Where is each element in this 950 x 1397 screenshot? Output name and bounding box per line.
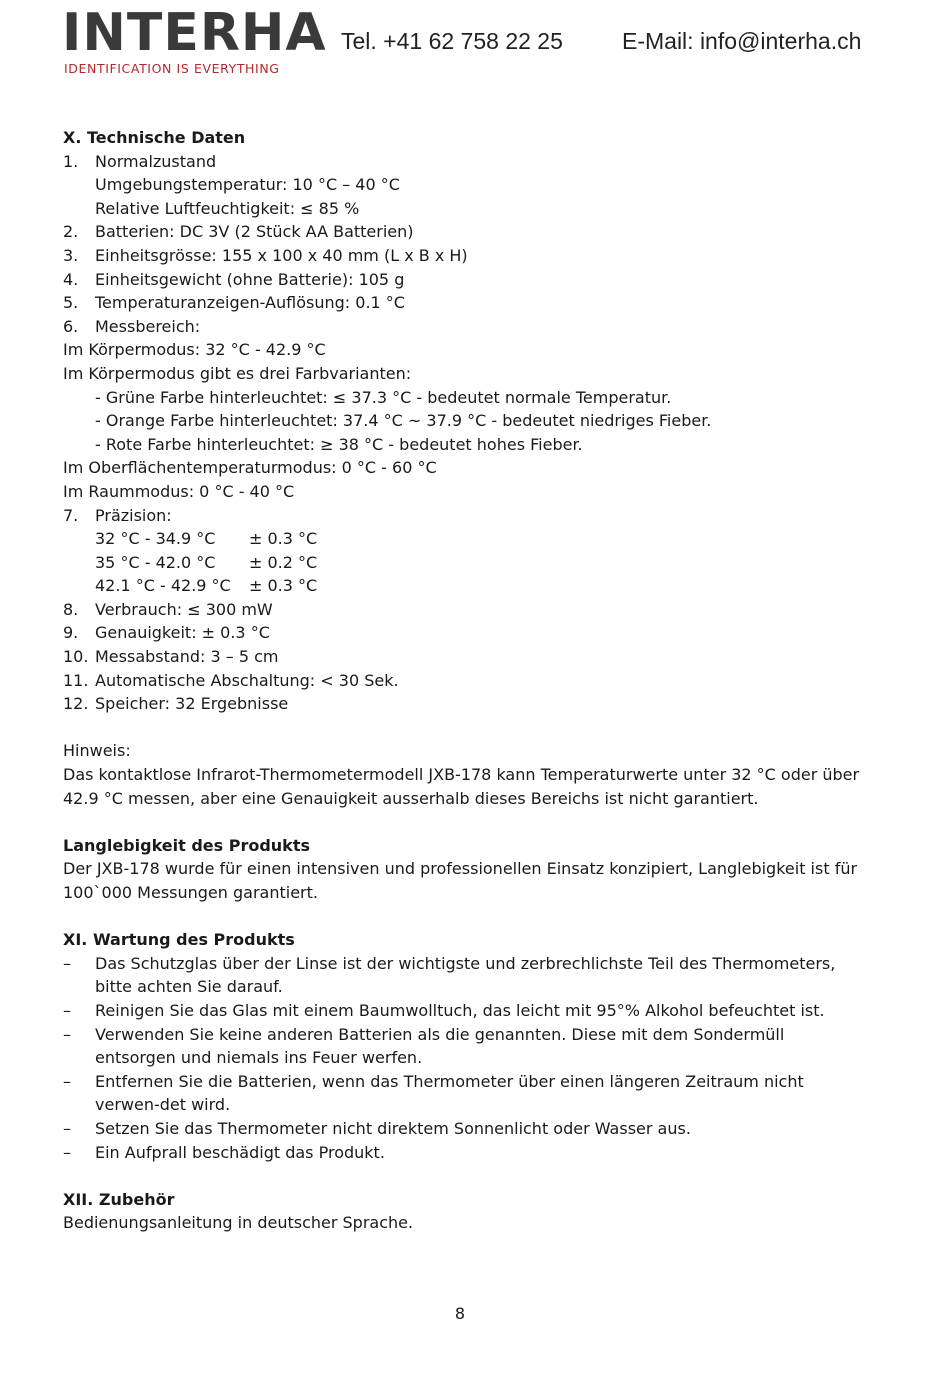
color-variants-intro: Im Körpermodus gibt es drei Farbvarianten: — [63, 363, 412, 383]
spacer — [63, 810, 863, 834]
spec-item-12: 12. Speicher: 32 Ergebnisse — [63, 694, 289, 714]
maintenance-item: – Ein Aufprall beschädigt das Produkt. — [63, 1142, 385, 1162]
durability-text: Der JXB-178 wurde für einen intensiven und professionellen Einsatz konzipiert, Langlebigkeit ist für 100`000 Messungen garantiert. — [63, 859, 858, 902]
spec-item-8: 8. Verbrauch: ≤ 300 mW — [63, 599, 273, 619]
spec-humidity: Relative Luftfeuchtigkeit: ≤ 85 % — [95, 198, 360, 218]
spec-item-1: 1. Normalzustand — [63, 151, 217, 171]
durability-heading: Langlebigkeit des Produkts — [63, 835, 310, 855]
spec-ambient-temperature: Umgebungstemperatur: 10 °C – 40 °C — [95, 175, 400, 195]
spacer — [63, 716, 863, 740]
spec-item-4: 4. Einheitsgewicht (ohne Batterie): 105 g — [63, 269, 405, 289]
color-red: - Rote Farbe hinterleuchtet: ≥ 38 °C - bedeutet hohes Fieber. — [95, 434, 583, 454]
precision-row: 42.1 °C - 42.9 °C ± 0.3 °C — [95, 576, 318, 596]
spec-item-2: 2. Batterien: DC 3V (2 Stück AA Batterien) — [63, 222, 414, 242]
surface-mode-range: Im Oberflächentemperaturmodus: 0 °C - 60 °C — [63, 458, 437, 478]
page-number: 8 — [454, 1304, 466, 1323]
document-body — [63, 126, 863, 1235]
precision-row: 35 °C - 42.0 °C ± 0.2 °C — [95, 552, 318, 572]
logo-wordmark: INTERHA — [62, 3, 327, 63]
spec-item-7: 7. Präzision: — [63, 505, 172, 525]
spec-item-3: 3. Einheitsgrösse: 155 x 100 x 40 mm (L x B x H) — [63, 245, 468, 265]
note-label: Hinweis: — [63, 741, 131, 761]
room-mode-range: Im Raummodus: 0 °C - 40 °C — [63, 481, 295, 501]
spec-item-6: 6. Messbereich: — [63, 316, 201, 336]
section-12-heading: XII. Zubehör — [63, 1189, 175, 1209]
spacer — [63, 1164, 863, 1188]
color-green: - Grüne Farbe hinterleuchtet: ≤ 37.3 °C - bedeutet normale Temperatur. — [95, 387, 672, 407]
section-10-heading: X. Technische Daten — [63, 128, 246, 147]
spec-item-10: 10. Messabstand: 3 – 5 cm — [63, 647, 279, 667]
spec-item-9: 9. Genauigkeit: ± 0.3 °C — [63, 623, 270, 643]
spacer — [63, 905, 863, 929]
body-mode-range: Im Körpermodus: 32 °C - 42.9 °C — [63, 340, 326, 360]
maintenance-item: – Entfernen Sie die Batterien, wenn das Thermometer über einen längeren Zeitraum nicht verwen-det wird. — [63, 1071, 804, 1115]
spec-item-11: 11. Automatische Abschaltung: < 30 Sek. — [63, 670, 399, 690]
precision-row: 32 °C - 34.9 °C ± 0.3 °C — [95, 529, 318, 549]
color-orange: - Orange Farbe hinterleuchtet: 37.4 °C ~ 37.9 °C - bedeutet niedriges Fieber. — [95, 411, 712, 431]
header-phone: Tel. +41 62 758 22 25 — [341, 28, 563, 54]
maintenance-item: – Das Schutzglas über der Linse ist der wichtigste und zerbrechlichste Teil des Thermometers, bitte achten Sie darauf. — [63, 953, 836, 997]
section-11-heading: XI. Wartung des Produkts — [63, 930, 295, 950]
accessories-text: Bedienungsanleitung in deutscher Sprache. — [63, 1213, 414, 1233]
maintenance-item: – Verwenden Sie keine anderen Batterien als die genannten. Diese mit dem Sondermüll entsorgen und niemals ins Feuer werfen. — [63, 1024, 785, 1068]
company-logo — [62, 3, 327, 76]
spec-item-5: 5. Temperaturanzeigen-Auflösung: 0.1 °C — [63, 293, 405, 313]
maintenance-item: – Reinigen Sie das Glas mit einem Baumwolltuch, das leicht mit 95°% Alkohol befeuchtet ist. — [63, 1000, 825, 1020]
maintenance-item: – Setzen Sie das Thermometer nicht direktem Sonnenlicht oder Wasser aus. — [63, 1118, 691, 1138]
note-text: Das kontaktlose Infrarot-Thermometermodell JXB-178 kann Temperaturwerte unter 32 °C oder über 42.9 °C messen, aber eine Genauigkeit ausserhalb dieses Bereichs ist nicht garantiert. — [63, 765, 860, 808]
header-email: E-Mail: info@interha.ch — [622, 28, 862, 54]
logo-tagline: IDENTIFICATION IS EVERYTHING — [64, 61, 280, 76]
